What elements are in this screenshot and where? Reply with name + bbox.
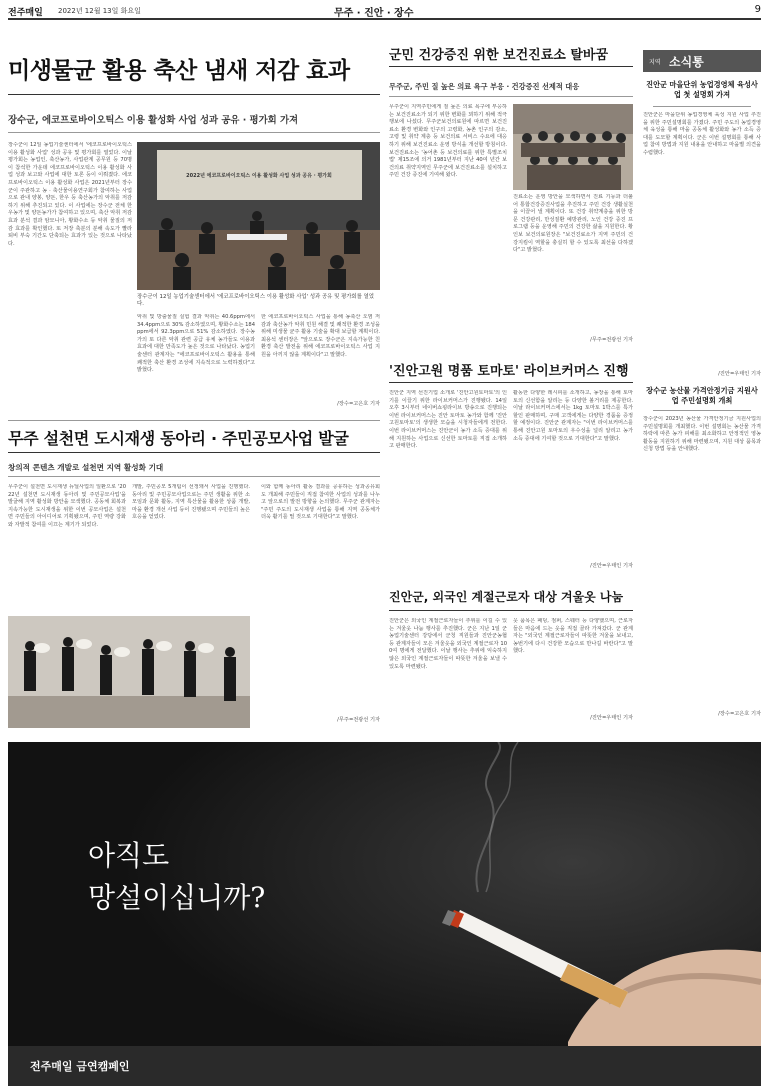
community-dance-photo xyxy=(8,616,250,728)
article-urban-regen xyxy=(8,420,380,730)
article-byline: /진안=우태인 기자 xyxy=(590,715,633,721)
sidebar-news-1-title: 진안군 마을단위 농업경영체 육성사업 첫 설명회 가져 xyxy=(646,80,758,99)
article-body-col3: 이와 함께 동아리 활동 결과를 공유하는 성과공유회도 개최해 주민들이 직접 참여한 사업의 성과를 나누고 앞으로의 발전 방향을 논의했다. 무주군 관계자는 "주민 주도의 도시재생 사업을 통해 지역 공동체가 더욱 활기를 띨 것으로 기대한다"고 말했다. xyxy=(261,484,380,521)
article-byline: /장수=고은호 기자 xyxy=(337,401,380,407)
article-body-col1: 무주군이 지역주민에게 질 높은 의료 욕구에 부응하는 보건진료소가 되기 위한 변화를 꾀하기 위해 적극 행보에 나섰다. 무주군보건의료원에 따르면 보건진료소 환경 변화와 인구의 고령화, 농촌 인구의 감소, 고령 및 취약 계층 등 보건의료 서비스 수요에 대응하기 위해 보건진료소 운영 방식을 개선할 방침이다. 보건진료소는 '농어촌 등 보건의료를 위한 특별조치법' 제15조에 의거 1981년부터 지난 40여 년간 보건의료 취약지역인 무주군에 보건진료소를 설치하고 주민 건강 증진에 기여해 왔다. xyxy=(389,104,507,179)
article-body-col1: 장수군이 12일 농업기술센터에서 '에코프로바이오틱스 이용 활성화 사업' 성과 공유 및 평가회를 열었다. 이날 평가회는 농업인, 축산농가, 사업관계 공무원 등 70명이 참석한 가운데 에코프로바이오틱스 이용 활성화 사업 성과 보고와 사업에 대한 토론 등이 이뤄졌다. 에코프로바이오틱스 이용 활성화 사업은 2021년부터 장수군이 주관하고 농 · 축산물이용연구회가 참여하는 사업으로 관내 양봉, 양돈, 한우 등 축산농가의 악취를 저감하기 위해 추진되고 있다. 이 사업에는 장수군 전체 한우농가 및 양돈농가가 참여하고 있으며, 축산 악취 저감 효과 분석 결과 암모니아, 황화수소 등 악취 물질의 저감 효과를 확인했다. 또 저장 축분의 분해 속도가 빨라 퇴비 부숙 기간도 단축되는 효과가 있는 것으로 나타났다. xyxy=(8,142,132,247)
sidebar-news-2-title: 장수군 농산물 가격안정기금 지원사업 주민설명회 개최 xyxy=(646,386,758,405)
sidebar-news-2-byline: /장수=고은호 기자 xyxy=(718,711,761,717)
sidebar-label-tag: 지역 xyxy=(649,59,661,66)
sidebar-local-news xyxy=(643,50,761,730)
article-body-col2: 개발, 주민공모 5개팀이 선정돼서 사업을 진행했다. 동아리 및 주민공모사업으로는 주민 생활을 위한 소모임과 문화 활동, 지역 특산물을 활용한 상품 개발, 마을 환경 개선 사업 등이 진행됐으며 주민들의 높은 호응을 얻었다. xyxy=(132,484,250,521)
article-body-col2: 옷 품목은 패딩, 점퍼, 스웨터 등 다양했으며, 근로자들은 마음에 드는 옷을 직접 골라 가져갔다. 군 관계자는 "외국인 계절근로자들이 따뜻한 겨울을 보내고, 농번기에 다시 건강한 모습으로 만나길 바란다"고 말했다. xyxy=(513,618,633,655)
article-headline: '진안고원 명품 토마토' 라이브커머스 진행 xyxy=(389,364,629,379)
masthead-logo: 전주매일 xyxy=(8,8,43,18)
article-body-col2: 악취 및 방출물질 실험 결과 악취는 40.6ppm에서 34.4ppm으로 30% 감소하였으며, 황화수소는 184ppm에서 92.3ppm으로 51% 감소하였다. 장수농가의 또 다른 악취 관련 공급 유체 농가들도 이용과 효과에 대한 만족도가 높은 것으로 나타났다. 농업기술센터 관계자는 "에코프로바이오틱스 활용을 통해 쾌적한 축산 환경 조성에 지속적으로 노력하겠다"고 밝혔다. xyxy=(137,314,255,374)
article-body-col3: 한 에코프로바이오틱스 사업을 통해 농축산 오염 저감과 축산농가 악취 민원 해결 및 쾌적한 환경 조성을 위해 미생물 균주 활용 기술을 확대 보급할 계획이다. 최용석 센터장은 "앞으로도 장수군은 지속가능한 친환경 축산 발전을 위해 에코프로바이오틱스 사업 지원을 아끼지 않을 계획이다"고 말했다. xyxy=(261,314,380,358)
ad-footer-text: 전주매일 금연캠페인 xyxy=(30,1060,130,1073)
article-body-col1: 진안군은 외국인 계절근로자들이 추위를 이길 수 있는 겨울옷 나눔 행사를 추진했다. 군은 지난 1일 군 농업기술센터 강당에서 군청 직원들과 진안군농협 등 관계자들이 모은 겨울옷을 외국인 계절근로자 100여 명에게 전달했다. 이날 행사는 추위에 익숙하지 않은 외국인 계절근로자들이 따뜻한 겨울을 보낼 수 있도록 마련됐다. xyxy=(389,618,507,670)
article-headline: 미생물균 활용 축산 냄새 저감 효과 xyxy=(8,58,350,84)
sidebar-news-1-body: 진안군은 마을단위 농업경영체 육성 지원 사업 추진을 위한 주민설명회를 가졌다. 주민 주도의 농업경영체 육성을 통해 마을 공동체 활성화와 농가 소득 증대를 도모할 계획이다. 군은 이번 설명회를 통해 사업 참여 방법과 지원 내용을 안내하고 마을별 의견을 수렴했다. xyxy=(643,112,761,156)
article-subhead: 무주군, 주민 질 높은 의료 욕구 부응 · 건강증진 선제적 대응 xyxy=(389,82,580,91)
article-body-col1: 무주군이 설천면 도시재생 뉴딜사업의 일환으로 '2022년 설천면 도시재생 동아리 및 주민공모사업'을 발굴해 지역 활성화 방안을 모색했다. 공동체 회복과 지속가능한 도시재생을 위한 이번 공모사업은 설천면 주민들의 아이디어로 기획됐으며, 주민 역량 강화와 자발적 참여를 이끄는 계기가 되었다. xyxy=(8,484,126,528)
ad-headline-line2: 망설이십니까? xyxy=(88,881,266,914)
article-body-col2: 활동한 다양한 레시피를 소개하고, 농장을 통해 토마토의 신선함을 알리는 등 다양한 볼거리를 제공한다. 이날 라이브커머스에서는 1kg 토마토 1박스를 특가 할인 판매하며, 구매 고객에게는 다양한 경품을 증정할 예정이다. 진안군 관계자는 "이번 라이브커머스를 통해 진안고원 토마토의 우수성을 널리 알리고 농가 소득 증대에 기여할 것으로 기대한다"고 말했다. xyxy=(513,390,633,442)
article-body-col1: 진안군 지역 선진기업 소개로 '진안고원토마토'의 인기를 이끌기 위한 라이브커머스가 진행됐다. 14일 오후 3시부터 네이버쇼핑라이브 방송으로 진행되는 이번 라이브커머스는 진안 토마토 농가와 함께 '진안고원토마토'의 생생한 모습을 시청자들에게 전한다. 이번 라이브커머스는 진안군이 농가 소득 증대를 위해 지원하는 사업으로 신선한 토마토를 직접 소개하고 판매한다. xyxy=(389,390,507,450)
article-byline: /무주=전광선 기자 xyxy=(590,337,633,343)
article-headline: 무주 설천면 도시재생 동아리 · 주민공모사업 발굴 xyxy=(8,429,349,448)
article-byline: /무주=전광선 기자 xyxy=(337,717,380,723)
masthead-section: 무주 · 진안 · 장수 xyxy=(334,8,414,19)
masthead xyxy=(8,4,761,20)
article-headline: 군민 건강증진 위한 보건진료소 탈바꿈 xyxy=(389,48,609,63)
article-health-clinic xyxy=(389,44,633,348)
article-ecopro xyxy=(8,24,380,416)
sidebar-news-2-body: 장수군이 2023년 농산물 가격안정기금 지원사업의 주민설명회를 개최했다. 이번 설명회는 농산물 가격 하락에 따른 농가 피해를 최소화하고 안정적인 영농 활동을 지원하기 위해 마련됐으며, 지원 대상 품목과 신청 방법 등을 안내했다. xyxy=(643,416,761,453)
no-smoking-ad xyxy=(8,742,761,1086)
article-winter-clothes xyxy=(389,588,633,728)
ad-headline-line1: 아직도 xyxy=(88,839,170,872)
article-byline: /진안=우태인 기자 xyxy=(590,563,633,569)
article-body-col2: 진료소는 운영 방안을 모색하면서 진료 기능과 더불어 통합건강증진사업을 추진하고 주민 건강 생활실천을 이끌어 낼 계획이다. 또 건강 취약계층을 위한 방문 건강관리, 만성질환 예방관리, 노인 건강 증진 프로그램 등을 운영해 주민의 건강한 삶을 지원한다. 황인보 보건의료원장은 "보건진료소가 지역 주민의 건강지킴이 역할을 충실히 할 수 있도록 최선을 다하겠다"고 밝혔다. xyxy=(513,194,633,254)
photo-caption: 장수군이 12일 농업기술센터에서 '에코프로바이오틱스 이용 활성화 사업' 성과 공유 및 평가회를 열었다. xyxy=(137,294,374,308)
masthead-date: 2022년 12월 13일 화요일 xyxy=(58,7,141,15)
article-subhead: 장수군, 에코프로바이오틱스 이용 활성화 사업 성과 공유 · 평가회 가져 xyxy=(8,115,299,126)
article-headline: 진안군, 외국인 계절근로자 대상 겨울옷 나눔 xyxy=(389,590,624,604)
sidebar-label-title: 소식통 xyxy=(669,55,704,69)
article-tomato xyxy=(389,360,633,580)
ad-footer-bar xyxy=(8,1046,761,1086)
article-subhead: 창의적 콘텐츠 개발로 설천면 지역 활성화 기대 xyxy=(8,463,164,472)
masthead-page-number: 9 xyxy=(754,4,761,15)
photo-banner-text: 2022년 에코프로바이오틱스 이용 활성화 사업 성과 공유 · 평가회 xyxy=(186,173,332,179)
sidebar-header xyxy=(643,50,761,72)
clinic-group-photo xyxy=(513,104,633,190)
ecopro-event-photo xyxy=(137,142,380,290)
sidebar-news-1-byline: /진안=우태인 기자 xyxy=(718,371,761,377)
